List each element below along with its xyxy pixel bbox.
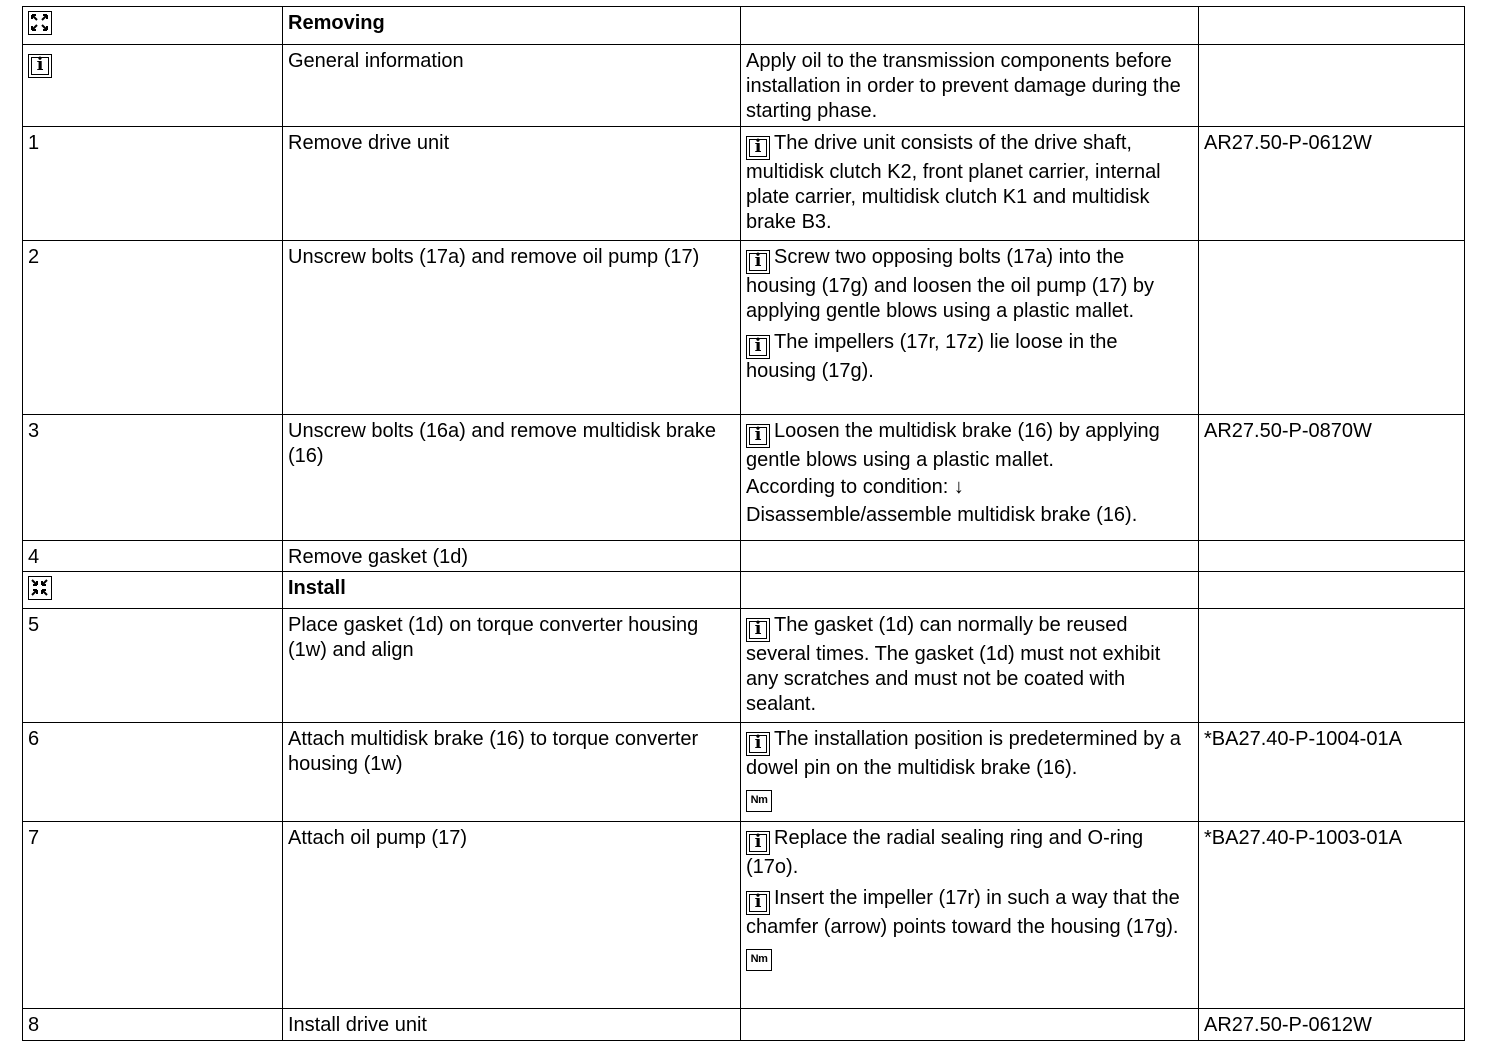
step-number: 6: [23, 723, 283, 822]
reference-link[interactable]: AR27.50-P-0612W: [1199, 127, 1465, 241]
table-row: [23, 822, 1465, 1009]
condition-text: According to condition: ↓: [746, 476, 964, 498]
table-row: [23, 1009, 1465, 1041]
step-label: General information: [283, 45, 741, 127]
section-icon-cell: [23, 7, 283, 45]
note-text: The drive unit consists of the drive shaft, multidisk clutch K2, front planet carrier, internal plate carrier, multidisk clutch K1 and multidisk brake B3.: [746, 132, 1161, 233]
table-row: [23, 241, 1465, 415]
table-row: [23, 415, 1465, 541]
info-icon: i: [28, 54, 52, 78]
note-text: Loosen the multidisk brake (16) by applying gentle blows using a plastic mallet.: [746, 420, 1160, 471]
table-row: [23, 127, 1465, 241]
disassembly-icon: [28, 11, 52, 35]
step-number: 8: [23, 1009, 283, 1041]
assembly-icon: [28, 576, 52, 600]
table-row: [23, 7, 1465, 45]
torque-icon[interactable]: Nm: [746, 949, 772, 971]
reference-link[interactable]: AR27.50-P-0870W: [1199, 415, 1465, 541]
step-number: 3: [23, 415, 283, 541]
info-icon: i: [746, 891, 770, 915]
note-text: The gasket (1d) can normally be reused several times. The gasket (1d) must not exhibit any scratches and must not be coated with sealant.: [746, 614, 1161, 715]
step-label: Remove drive unit: [283, 127, 741, 241]
table-row: [23, 572, 1465, 609]
section-icon-cell: [23, 572, 283, 609]
reference-link[interactable]: *BA27.40-P-1004-01A: [1199, 723, 1465, 822]
step-label: Unscrew bolts (17a) and remove oil pump (17): [283, 241, 741, 415]
step-number: 4: [23, 541, 283, 572]
note-text: Apply oil to the transmission components before installation in order to prevent damage during the starting phase.: [741, 45, 1199, 127]
table-row: [23, 541, 1465, 572]
reference-link[interactable]: *BA27.40-P-1003-01A: [1199, 822, 1465, 1009]
reference-cell: [1199, 7, 1465, 45]
info-icon: i: [746, 732, 770, 756]
step-number: 7: [23, 822, 283, 1009]
step-label: Attach oil pump (17): [283, 822, 741, 1009]
step-label: Unscrew bolts (16a) and remove multidisk brake (16): [283, 415, 741, 541]
step-number: 1: [23, 127, 283, 241]
info-icon: i: [746, 618, 770, 642]
section-title: Install: [283, 572, 741, 609]
info-icon: i: [746, 136, 770, 160]
info-icon: i: [746, 250, 770, 274]
table-row: [23, 45, 1465, 127]
action-text: Disassemble/assemble multidisk brake (16).: [746, 504, 1138, 526]
reference-cell: [1199, 45, 1465, 127]
step-number: 5: [23, 609, 283, 723]
step-label: Install drive unit: [283, 1009, 741, 1041]
step-label: Remove gasket (1d): [283, 541, 741, 572]
info-icon: i: [746, 335, 770, 359]
torque-icon[interactable]: Nm: [746, 790, 772, 812]
note-text: Screw two opposing bolts (17a) into the housing (17g) and loosen the oil pump (17) by applying gentle blows using a plastic mallet.: [746, 246, 1155, 322]
info-icon: i: [746, 424, 770, 448]
step-label: Attach multidisk brake (16) to torque converter housing (1w): [283, 723, 741, 822]
note-text: The impellers (17r, 17z) lie loose in the housing (17g).: [746, 331, 1118, 382]
note-text: Replace the radial sealing ring and O-ring (17o).: [746, 827, 1144, 878]
note-cell: [741, 7, 1199, 45]
table-row: [23, 723, 1465, 822]
step-label: Place gasket (1d) on torque converter housing (1w) and align: [283, 609, 741, 723]
info-icon: i: [746, 831, 770, 855]
reference-link[interactable]: AR27.50-P-0612W: [1199, 1009, 1465, 1041]
reference-cell: [1199, 241, 1465, 415]
note-text: Insert the impeller (17r) in such a way that the chamfer (arrow) points toward the housing (17g).: [746, 887, 1180, 938]
note-text: The installation position is predetermined by a dowel pin on the multidisk brake (16).: [746, 728, 1181, 779]
step-number: 2: [23, 241, 283, 415]
table-row: [23, 609, 1465, 723]
procedure-table: [22, 6, 1465, 1041]
section-title: Removing: [283, 7, 741, 45]
